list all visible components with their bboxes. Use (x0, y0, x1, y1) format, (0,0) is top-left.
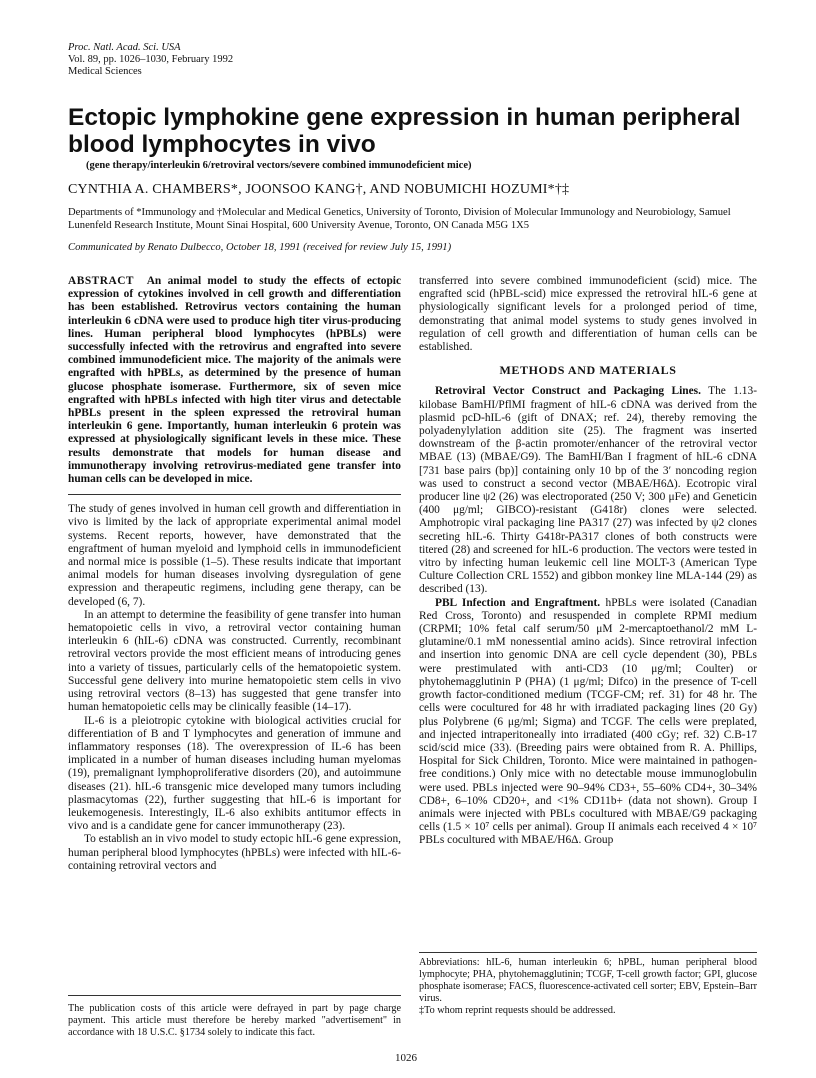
page-number: 1026 (395, 1052, 417, 1064)
abstract-label: ABSTRACT (68, 275, 135, 287)
intro-paragraph: In an attempt to determine the feasibility of gene transfer into human hematopoietic cells in vivo, a retroviral vector containing human interleukin 6 (hIL-6) cDNA was constructed. Currently, recombinant retroviral vectors provide the most efficient means of introducing genes into a variety of tissues, particularly cells of the hematopoietic system. Successful gene delivery into murine hematopoietic stem cells in vivo using retroviral vectors (8–13) has suggested that gene transfer into human hematopoietic cells may be clinically feasible (14–17). (68, 608, 401, 714)
intro-continuation: transferred into severe combined immunodeficient (scid) mice. The engrafted scid (hPBL-scid) mice expressed the retroviral hIL-6 gene at physiologically significant levels for a prolonged period of time, demonstrating that animal model systems to study genes involved in regulation of cell growth and differentiation of human cells can be established. (419, 275, 757, 354)
paper-title: Ectopic lymphokine gene expression in human peripheral blood lymphocytes in vivo (68, 104, 741, 158)
journal-name: Proc. Natl. Acad. Sci. USA (68, 42, 181, 53)
left-column (68, 275, 401, 873)
authors: CYNTHIA A. CHAMBERS*, JOONSOO KANG†, AND NOBUMICHI HOZUMI*†‡ (68, 182, 570, 197)
abbreviations-text: Abbreviations: hIL-6, human interleukin 6; hPBL, human peripheral blood lymphocyte; PHA, phytohemagglutinin; TCGF, T-cell growth factor; GPI, glucose phosphate isomerase; FACS, fluorescence-activated cell sorter; EBV, Epstein–Barr virus. (419, 957, 757, 1004)
abstract-divider (68, 494, 401, 495)
footnote-divider (68, 995, 401, 996)
footnote-text: The publication costs of this article were defrayed in part by page charge payment. This article must therefore be hereby marked "advertisement" in accordance with 18 U.S.C. §1734 solely to indicate this fact. (68, 1003, 401, 1038)
journal-header (68, 42, 233, 78)
methods-text: The 1.13-kilobase BamHI/PflMI fragment of hIL-6 cDNA was derived from the plasmid pcD-hIL-6 (gift of DNAX; ref. 24), thereby removing the polyadenylylation addition site (25). The fragment was inserted downstream of the β-actin promoter/enhancer of the retroviral vector MBAE (13) (MBAE/G9). The BamHI/Ban I fragment of hIL-6 cDNA [731 base pairs (bp)] containing only 10 bp of the 3′ noncoding region was used to construct a second vector (MBAE/H6Δ). Ecotropic viral producer line ψ2 (26) was electroporated (250 V; 300 μFe) and Geneticin (400 μg/ml; GIBCO)-resistant (G418r) clones were selected. Amphotropic viral packaging line PA317 (27) was infected by ψ2 clones secreting hIL-6. Thirty G418r-PA317 clones of both constructs were titered (28) and screened for hIL-6 production. The vectors were tested in vitro by infecting human leukemic cell line MOLT-3 (American Type Culture Collection CRL 1552) and gibbon monkey line MLA-144 (29) as described (13). (419, 385, 757, 596)
abstract (68, 275, 401, 486)
methods-paragraph (419, 597, 757, 848)
intro-paragraph: IL-6 is a pleiotropic cytokine with biological activities crucial for differentiation of B and T lymphocytes and generation of immune and inflammatory responses (18). The overexpression of IL-6 has been implicated in a number of human diseases including human myelomas (19), premalignant lymphoproliferative disorders (20), and autoimmune diseases (21). hIL-6 transgenic mice developed many tumors including plasmacytomas (22), further suggesting that hIL-6 is important for leukemogenesis. Interestingly, IL-6 also exhibits antitumor effects in vivo and is a candidate gene for cancer immunotherapy (23). (68, 714, 401, 833)
methods-text: hPBLs were isolated (Canadian Red Cross, Toronto) and resuspended in complete RPMI medium (CRPMI; 10% fetal calf serum/50 μM 2-mercaptoethanol/2 mM L-glutamine/0.1 mM nonessential amino acids). Since retroviral infection and insertion into genomic DNA are cell cycle dependent (30), PBLs were prestimulated with anti-CD3 (10 μg/ml; Coulter) or phytohemagglutinin P (PHA) (1 μg/ml; Difco) in the presence of T-cell growth factor-conditioned medium (TCGF-CM; ref. 31) for 48 hr. The cells were cocultured for 48 hr with irradiated packaging lines (20 Gy) plus Polybrene (6 μg/ml; Sigma) and TCGF. The cells were preplated, and injected intraperitoneally into irradiated (400 cGy; ref. 32) C.B-17 scid/scid mice (33). (Breeding pairs were obtained from R. A. Phillips, Hospital for Sick Children, Toronto. Mice were maintained in pathogen-free conditions.) Only mice with no detectable mouse immunoglobulin were used. PBLs injected were 90–94% CD3+, 55–60% CD4+, 30–34% CD8+, 6–10% CD20+, and <1% CD11b+ (data not shown). Group I animals were injected with PBLs cocultured with MBAE/G9 packaging cells (1.5 × 10⁷ cells per animal). Group II animals each received 4 × 10⁷ PBLs cocultured with MBAE/H6Δ. Group (419, 596, 757, 847)
methods-subheading: PBL Infection and Engraftment. (435, 596, 601, 609)
right-column (419, 275, 757, 848)
intro-paragraph: The study of genes involved in human cell growth and differentiation in vivo is limited by the lack of appropriate experimental animal model systems. Recent reports, however, have demonstrated that the engraftment of human myeloid and lymphoid cells in immunodeficient and normal mice is possible (1–5). These results indicate that important animal models for human diseases involving dysregulation of gene expression and therapeutic regimens, including gene therapy, can be developed (6, 7). (68, 503, 401, 608)
footnote-divider (419, 952, 757, 953)
intro-paragraph: To establish an in vivo model to study ectopic hIL-6 gene expression, human peripheral blood lymphocytes (hPBLs) were infected with hIL-6-containing retroviral vectors and (68, 833, 401, 872)
affiliation: Departments of *Immunology and †Molecular and Medical Genetics, University of Toronto, Division of Molecular Immunology and Neurobiology, Samuel Lunenfeld Research Institute, Mount Sinai Hospital, 600 University Avenue, Toronto, ON Canada M5G 1X5 (68, 207, 731, 231)
methods-paragraph (419, 385, 757, 596)
methods-subheading: Retroviral Vector Construct and Packaging Lines. (435, 385, 701, 398)
abstract-text: An animal model to study the effects of ectopic expression of cytokines involved in cell growth and differentiation has been established. Retrovirus vectors containing the human interleukin 6 cDNA were used to produce high titer virus-producing lines. Human peripheral blood lymphocytes (hPBLs) were successfully infected with the retrovirus and engrafted into severe combined immunodeficient mice. The majority of the animals were engrafted with hPBLs, as determined by the presence of human glucose phosphate isomerase. Furthermore, six of seven mice engrafted with hPBLs infected with high titer virus and detectable hPBLs present in the spleen expressed the retroviral human interleukin 6 gene. Importantly, human interleukin 6 protein was expressed at physiologically significant levels in these mice. These results demonstrate that models for human disease and immunotherapy involving retrovirus-mediated gene transfer into human cells can be developed in mice. (68, 275, 401, 486)
journal-volume: Vol. 89, pp. 1026–1030, February 1992 (68, 54, 234, 65)
communicated-by: Communicated by Renato Dulbecco, October 18, 1991 (received for review July 15, 1991) (68, 242, 452, 253)
methods-heading: METHODS AND MATERIALS (499, 363, 677, 378)
journal-section: Medical Sciences (68, 66, 142, 77)
abbreviations-footnote (419, 952, 757, 1017)
publication-cost-footnote (68, 1003, 401, 1039)
reprint-footnote: ‡To whom reprint requests should be addressed. (419, 1005, 616, 1016)
keywords: (gene therapy/interleukin 6/retroviral vectors/severe combined immunodeficient mice) (86, 160, 472, 171)
